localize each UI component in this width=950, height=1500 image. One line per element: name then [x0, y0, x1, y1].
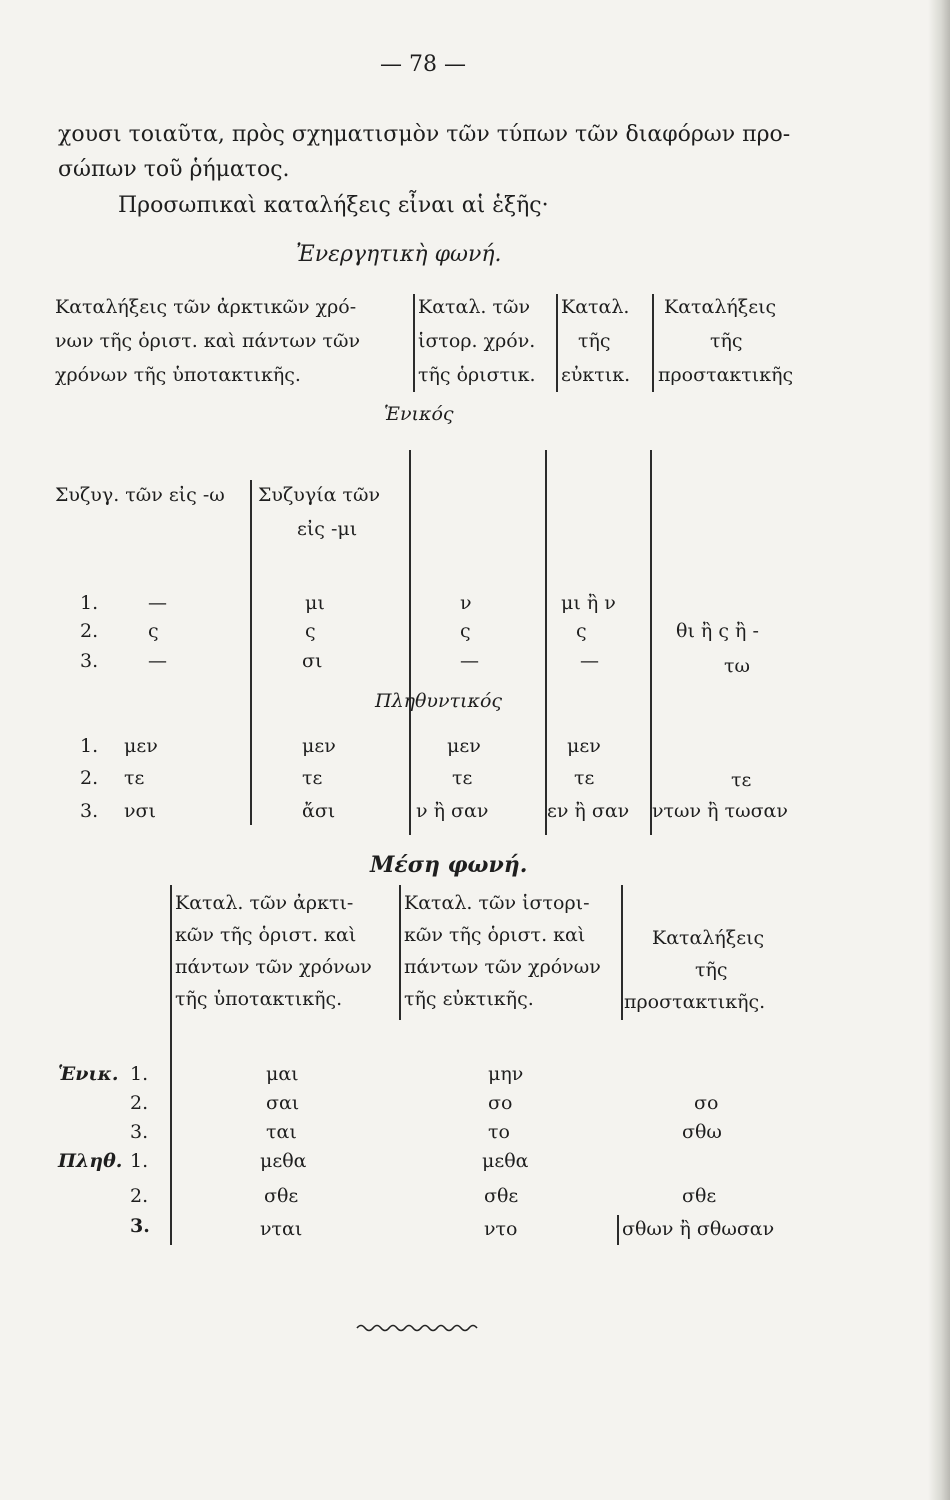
intro-line-2: σώπων τοῦ ῥήματος.	[58, 157, 290, 182]
active-pl-row-2-omega: τε	[124, 767, 145, 789]
active-col1-header-line-1: Καταλήξεις τῶν ἀρκτικῶν χρό-	[55, 296, 357, 318]
active-plural-label: Πληθυντικός	[375, 690, 503, 712]
active-sg-row-3-opt: —	[580, 650, 599, 672]
active-sg-row-2-omega: ς	[148, 620, 159, 642]
page-edge-shadow	[928, 0, 950, 1500]
page-number: — 78 —	[380, 52, 466, 77]
active-pl-row-1-opt: μεν	[567, 735, 601, 757]
middle-row-3-num: 3.	[130, 1121, 149, 1143]
active-pl-row-2-mi: τε	[302, 767, 323, 789]
active-sg-row-3-num: 3.	[80, 650, 99, 672]
active-sg-row-1-mi: μι	[305, 592, 325, 614]
middle-row-1-primary: μαι	[266, 1063, 299, 1085]
active-col3-header-line-2: τῆς	[578, 330, 611, 352]
active-col3-header-line-1: Καταλ.	[561, 296, 630, 318]
middle-col2-header-line-4: τῆς εὐκτικῆς.	[404, 988, 534, 1010]
middle-col2-header-line-2: κῶν τῆς ὁριστ. καὶ	[404, 924, 586, 946]
active-sg-row-3-imp: τω	[724, 655, 751, 677]
active-pl-row-2-imp: τε	[731, 769, 752, 791]
middle-col2-header-line-3: πάντων τῶν χρόνων	[404, 956, 601, 978]
middle-col1-header-line-1: Καταλ. τῶν ἀρκτι-	[175, 892, 354, 914]
middle-row-2-primary: σαι	[266, 1092, 300, 1114]
active-pl-row-3-omega: νσι	[124, 800, 156, 822]
middle-row-2-imperative: σο	[694, 1092, 719, 1114]
active-pl-row-2-hist: τε	[452, 767, 473, 789]
middle-row-1-historic: μην	[488, 1063, 524, 1085]
active-sg-row-3-omega: —	[148, 650, 167, 672]
active-singular-label: Ἑνικός	[384, 403, 454, 425]
middle-row-1-num: 1.	[130, 1063, 149, 1085]
active-pl-row-1-hist: μεν	[447, 735, 481, 757]
middle-col1-header-line-3: πάντων τῶν χρόνων	[175, 956, 372, 978]
active-pl-row-3-imp: ντων ἢ τωσαν	[652, 800, 788, 822]
active-sg-row-2-opt: ς	[576, 620, 587, 642]
active-pl-row-2-num: 2.	[80, 767, 99, 789]
middle-row-5-historic: σθε	[484, 1185, 519, 1207]
active-col4-header-line-3: προστακτικῆς	[658, 364, 794, 386]
active-col3-header-line-3: εὐκτικ.	[561, 364, 631, 386]
middle-row-4-primary: μεθα	[260, 1150, 307, 1172]
active-sub-mi-line-1: Συζυγία τῶν	[258, 484, 381, 506]
active-pl-row-3-num: 3.	[80, 800, 99, 822]
active-pl-row-2-opt: τε	[574, 767, 595, 789]
intro-line-1: χουσι τοιαῦτα, πρὸς σχηματισμὸν τῶν τύπων τῶν διαφόρων προ-	[58, 122, 791, 147]
middle-voice-title: Μέση φωνή.	[370, 852, 528, 878]
active-sg-row-1-num: 1.	[80, 592, 99, 614]
active-pl-row-3-hist: ν ἢ σαν	[416, 800, 489, 822]
active-body-rule-b	[409, 450, 411, 835]
middle-row-4-num: 1.	[130, 1150, 149, 1172]
middle-row-3-historic: το	[488, 1121, 510, 1143]
active-body-rule-d	[650, 450, 652, 835]
middle-rule-3	[621, 885, 623, 1020]
active-sg-row-3-hist: —	[460, 650, 479, 672]
middle-singular-label: Ἑνικ.	[58, 1063, 119, 1085]
active-body-rule-c	[545, 450, 547, 835]
active-pl-row-1-omega: μεν	[124, 735, 158, 757]
middle-plural-label: Πληθ.	[58, 1150, 123, 1172]
active-header-rule-2	[556, 294, 558, 392]
middle-col1-header-line-4: τῆς ὑποτακτικῆς.	[175, 988, 343, 1010]
middle-rule-4	[617, 1215, 619, 1245]
middle-row-2-historic: σο	[488, 1092, 513, 1114]
middle-rule-2	[399, 885, 401, 1020]
active-sg-row-2-mi: ς	[305, 620, 316, 642]
active-col1-header-line-3: χρόνων τῆς ὑποτακτικῆς.	[55, 364, 301, 386]
middle-row-5-primary: σθε	[264, 1185, 299, 1207]
active-sub-omega: Συζυγ. τῶν εἰς -ω	[55, 484, 225, 506]
active-sg-row-2-hist: ς	[460, 620, 471, 642]
active-pl-row-1-mi: μεν	[302, 735, 336, 757]
middle-row-4-historic: μεθα	[482, 1150, 529, 1172]
active-col1-header-line-2: νων τῆς ὁριστ. καὶ πάντων τῶν	[55, 330, 361, 352]
middle-row-6-imperative: σθων ἢ σθωσαν	[622, 1218, 775, 1240]
active-sg-row-1-omega: —	[148, 592, 167, 614]
active-sg-row-2-num: 2.	[80, 620, 99, 642]
active-pl-row-3-opt: εν ἢ σαν	[547, 800, 630, 822]
decorative-wave-divider	[355, 1322, 480, 1334]
active-pl-row-3-mi: ἄσι	[302, 800, 336, 822]
middle-col1-header-line-2: κῶν τῆς ὁριστ. καὶ	[175, 924, 357, 946]
active-sg-row-1-opt: μι ἢ ν	[561, 592, 616, 614]
active-header-rule-1	[413, 294, 415, 392]
active-pl-row-1-num: 1.	[80, 735, 99, 757]
active-sg-row-2-imp: θι ἢ ς ἢ -	[676, 620, 759, 642]
middle-row-3-imperative: σθω	[682, 1121, 722, 1143]
middle-row-3-primary: ται	[266, 1121, 297, 1143]
middle-row-2-num: 2.	[130, 1092, 149, 1114]
active-sg-row-3-mi: σι	[302, 650, 323, 672]
active-header-rule-3	[652, 294, 654, 392]
active-voice-title: Ἐνεργητικὴ φωνή.	[296, 242, 502, 267]
active-body-rule-a	[250, 480, 252, 825]
middle-row-6-historic: ντο	[484, 1218, 518, 1240]
active-sg-row-1-hist: ν	[460, 592, 472, 614]
active-sub-mi-line-2: εἰς -μι	[297, 518, 358, 540]
middle-row-5-num: 2.	[130, 1185, 149, 1207]
middle-row-6-num: 3.	[130, 1215, 150, 1237]
middle-row-5-imperative: σθε	[682, 1185, 717, 1207]
middle-col2-header-line-1: Καταλ. τῶν ἱστορι-	[404, 892, 590, 914]
active-col4-header-line-1: Καταλήξεις	[664, 296, 777, 318]
active-col2-header-line-1: Καταλ. τῶν	[418, 296, 531, 318]
active-col2-header-line-3: τῆς ὁριστικ.	[418, 364, 536, 386]
middle-col3-header-line-3: προστακτικῆς.	[624, 991, 766, 1013]
middle-col3-header-line-1: Καταλήξεις	[652, 927, 765, 949]
middle-rule-1	[170, 885, 172, 1245]
middle-row-6-primary: νται	[260, 1218, 303, 1240]
active-col2-header-line-2: ἱστορ. χρόν.	[418, 330, 536, 352]
active-col4-header-line-2: τῆς	[710, 330, 743, 352]
middle-col3-header-line-2: τῆς	[695, 959, 728, 981]
intro-line-3: Προσωπικαὶ καταλήξεις εἶναι αἱ ἑξῆς·	[118, 193, 549, 218]
